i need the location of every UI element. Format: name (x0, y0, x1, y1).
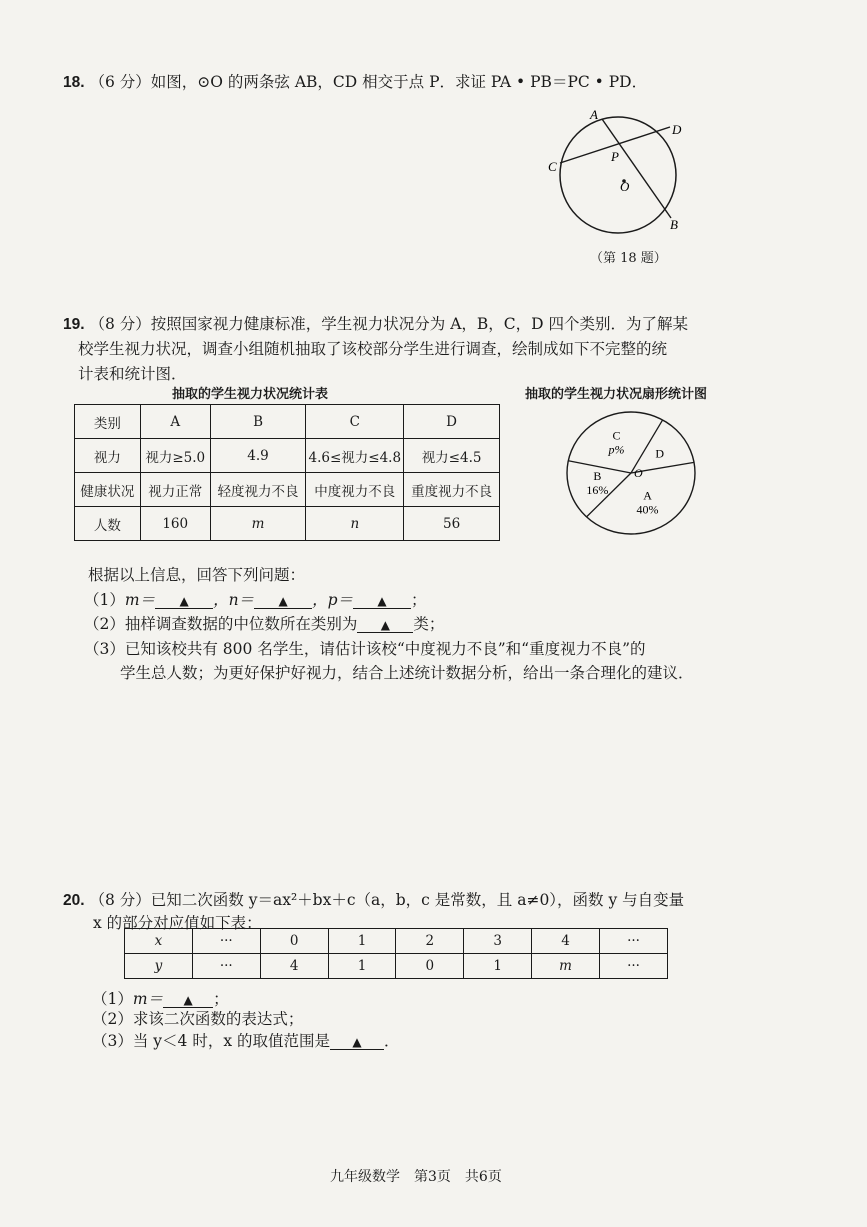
q18-number: 18. (63, 74, 85, 91)
answer-blank-n[interactable]: ▲ (254, 594, 312, 609)
pie-slice-label: 16% (586, 482, 609, 497)
q19-sub2-text: 抽样调查数据的中位数所在类别为 (124, 615, 358, 633)
q20-line-2: x 的部分对应值如下表： (93, 914, 262, 932)
table-cell: 中度视力不良 (306, 473, 404, 507)
pie-category-label: C (612, 428, 621, 443)
q20-sub3-end: ． (384, 1032, 400, 1050)
q18-circle-figure (540, 105, 700, 253)
q19-table-title: 抽取的学生视力状况统计表 (172, 387, 329, 402)
q20-score: （8 分） (89, 891, 151, 909)
q19-intro: 根据以上信息，回答下列问题： (88, 566, 306, 584)
table-cell: 4.9 (210, 439, 306, 473)
q19-line-2: 校学生视力状况，调查小组随机抽取了该校部分学生进行调查，绘制成如下不完整的统 (78, 340, 668, 358)
table-row (125, 929, 668, 954)
q20-sub2-label: （2） (92, 1010, 133, 1028)
table-cell: 1 (464, 954, 532, 979)
table-cell: 视力正常 (140, 473, 210, 507)
answer-blank-m[interactable]: ▲ (155, 594, 213, 609)
table-cell: 视力 (75, 439, 141, 473)
table-cell: 4 (260, 954, 328, 979)
vision-stats-table (74, 404, 500, 541)
q19-sub3-label: （3） (84, 640, 125, 658)
table-cell: 56 (404, 507, 500, 541)
q19-sub3-text-1: 已知该校共有 800 名学生，请估计该校“中度视力不良”和“重度视力不良”的 (124, 640, 646, 658)
table-cell: B (210, 405, 306, 439)
q19-sub1-n: ，n＝ (213, 591, 255, 609)
pie-category-label: A (643, 488, 652, 503)
table-row (75, 405, 500, 439)
q20-sub-3 (92, 1029, 400, 1051)
table-row (75, 439, 500, 473)
answer-blank-x-range[interactable]: ▲ (330, 1035, 384, 1050)
table-cell: 视力≤4.5 (404, 439, 500, 473)
q19-sub2-label: （2） (84, 615, 125, 633)
label-c: C (548, 159, 557, 174)
table-row (75, 507, 500, 541)
q20-sub-1 (92, 987, 229, 1009)
q18-text: 如图，⊙O 的两条弦 AB，CD 相交于点 P．求证 PA • PB＝PC • PD． (150, 73, 648, 91)
q20-sub1-text: m＝ (132, 990, 164, 1008)
table-cell: m (532, 954, 600, 979)
label-d: D (672, 122, 682, 137)
table-cell: 2 (396, 929, 464, 954)
label-o: O (620, 179, 630, 194)
table-cell: C (306, 405, 404, 439)
table-cell: 视力≥5.0 (140, 439, 210, 473)
q18-figure-caption: （第 18 题） (590, 251, 667, 266)
q19-sub-2 (84, 612, 444, 634)
pie-chart-title: 抽取的学生视力状况扇形统计图 (525, 387, 708, 402)
table-cell: 4.6≤视力≤4.8 (306, 439, 404, 473)
table-cell: 0 (260, 929, 328, 954)
answer-blank-m-value[interactable]: ▲ (163, 993, 213, 1008)
table-row (125, 954, 668, 979)
table-cell: n (306, 507, 404, 541)
q20-sub2-text: 求该二次函数的表达式； (132, 1010, 304, 1028)
pie-slice-label: 40% (636, 502, 659, 517)
table-cell: 1 (328, 954, 396, 979)
q20-sub3-text: 当 y＜4 时，x 的取值范围是 (132, 1032, 331, 1050)
table-cell: 1 (328, 929, 396, 954)
table-cell: 人数 (75, 507, 141, 541)
table-cell: ··· (192, 954, 260, 979)
pie-category-label: B (593, 468, 602, 483)
table-cell: 160 (140, 507, 210, 541)
q19-sub1-label: （1） (84, 591, 125, 609)
table-cell: 3 (464, 929, 532, 954)
page-footer: 九年级数学 第3页 共6页 (330, 1169, 502, 1185)
vision-pie-chart (562, 406, 708, 542)
q19-sub-1 (84, 588, 427, 610)
table-cell: D (404, 405, 500, 439)
table-cell: 重度视力不良 (404, 473, 500, 507)
pie-center-label: O (634, 466, 643, 480)
pie-category-label: D (655, 446, 665, 461)
table-cell: m (210, 507, 306, 541)
table-cell: 4 (532, 929, 600, 954)
table-cell: 健康状况 (75, 473, 141, 507)
q20-sub-2 (92, 1007, 303, 1029)
q19-text-1: 按照国家视力健康标准，学生视力状况分为 A，B，C，D 四个类别．为了解某 (150, 315, 689, 333)
q18-score: （6 分） (89, 73, 151, 91)
pie-slice-label: p% (608, 442, 625, 457)
q19-sub1-m: m＝ (124, 591, 156, 609)
q20-text-1: 已知二次函数 y＝ax²＋bx＋c（a，b，c 是常数，且 a≠0），函数 y 与自变量 (150, 891, 685, 909)
q19-number: 19. (63, 316, 85, 333)
q19-line-1 (63, 312, 688, 334)
table-row (75, 473, 500, 507)
q19-line-3: 计表和统计图． (78, 365, 187, 383)
table-cell: 0 (396, 954, 464, 979)
table-cell: ··· (600, 929, 668, 954)
label-a: A (590, 107, 598, 122)
table-cell: ··· (192, 929, 260, 954)
table-cell: 类别 (75, 405, 141, 439)
table-cell: x (125, 929, 193, 954)
label-p: P (611, 149, 619, 164)
q19-score: （8 分） (89, 315, 151, 333)
function-values-table (124, 928, 668, 979)
q18-line (63, 70, 647, 92)
answer-blank-median-category[interactable]: ▲ (357, 618, 413, 633)
table-cell: y (125, 954, 193, 979)
q20-line-1 (63, 888, 684, 910)
q19-sub1-p: ，p＝ (312, 591, 353, 609)
table-cell: ··· (600, 954, 668, 979)
answer-blank-p[interactable]: ▲ (353, 594, 411, 609)
table-cell: 轻度视力不良 (210, 473, 306, 507)
q19-sub1-end: ； (411, 591, 427, 609)
q20-sub1-label: （1） (92, 990, 133, 1008)
q20-sub3-label: （3） (92, 1032, 133, 1050)
q19-sub3-line-2: 学生总人数；为更好保护好视力，结合上述统计数据分析，给出一条合理化的建议． (120, 664, 694, 682)
q19-sub2-end: 类； (413, 615, 445, 633)
q19-sub-3 (84, 637, 646, 659)
q20-number: 20. (63, 892, 85, 909)
table-cell: A (140, 405, 210, 439)
label-b: B (670, 217, 678, 232)
q20-sub1-end: ； (213, 990, 229, 1008)
